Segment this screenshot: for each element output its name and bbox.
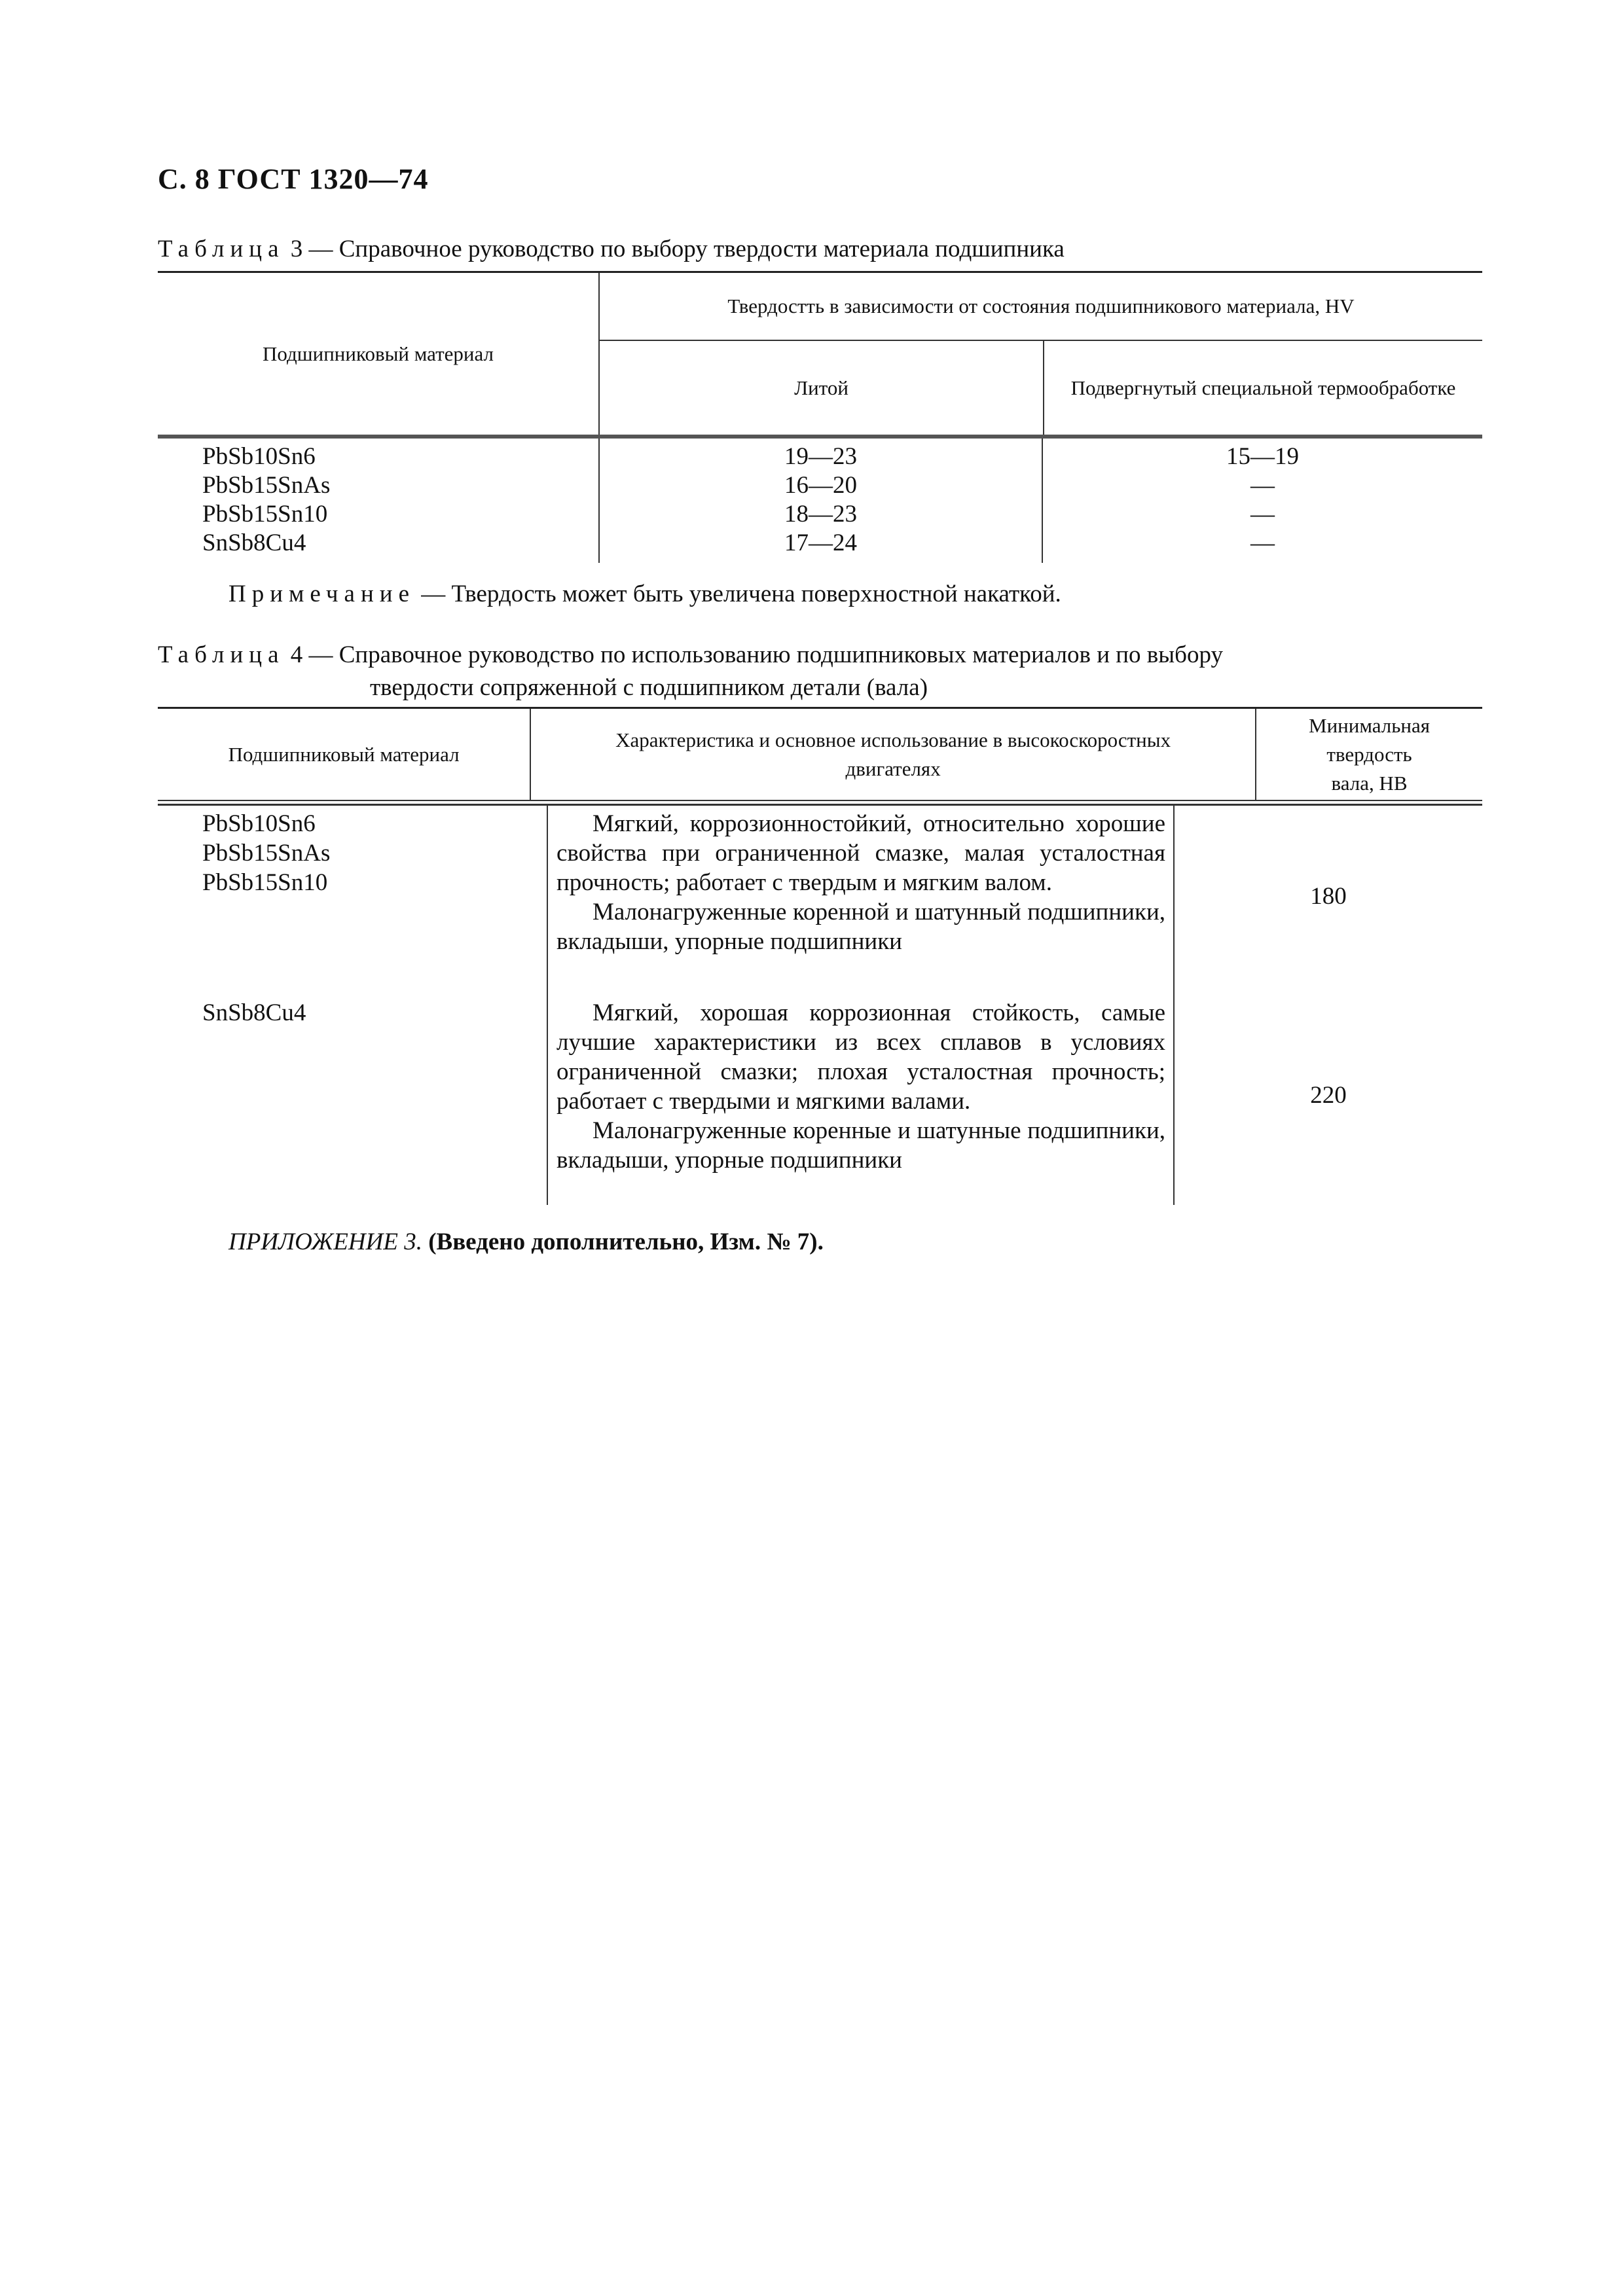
- table3-cast-column: [600, 442, 1042, 558]
- table4-row1-materials: [202, 809, 330, 897]
- table4-caption: [158, 639, 1493, 704]
- table4-cell-material: PbSb15SnAs: [202, 840, 331, 867]
- table3-caption-label: Таблица: [158, 236, 285, 262]
- table3-cell-cast: 17—24: [784, 529, 857, 556]
- table4-row2-desc: [556, 998, 1165, 1175]
- table4-header: [158, 707, 1482, 801]
- table4-row2-min: 220: [1310, 1082, 1347, 1109]
- note-text: — Твердость может быть увеличена поверхностной накаткой.: [421, 581, 1061, 607]
- table3-heat-column: [1043, 442, 1482, 558]
- table4-row2-materials: [202, 998, 306, 1028]
- table4-cell-material: PbSb15Sn10: [202, 869, 328, 896]
- page-header: С. 8 ГОСТ 1320—74: [158, 163, 429, 195]
- table4-caption-line2: твердости сопряженной с подшипником детали (вала): [370, 674, 928, 701]
- table3-cell-cast: 18—23: [784, 501, 857, 528]
- table3-header-heat: Подвергнутый специальной термообработке: [1044, 340, 1482, 436]
- table4-row1-desc: [556, 809, 1165, 956]
- note-label: Примечание: [228, 581, 415, 607]
- table4-header-min: Минимальная твердость вала, HB: [1256, 708, 1482, 801]
- appendix-change: (Введено дополнительно, Изм. № 7).: [428, 1229, 824, 1255]
- table3-cell-heat: —: [1250, 529, 1275, 556]
- table4-body-vline-2: [1173, 806, 1175, 1205]
- table3-caption: [158, 233, 1065, 266]
- table3-cell-material: PbSb15SnAs: [202, 472, 331, 499]
- table4-row2-desc-usage: Малонагруженные коренные и шатунные подшипники, вкладыши, упорные подшипники: [556, 1117, 1165, 1174]
- table3-cell-heat: —: [1250, 501, 1275, 528]
- table4-row2-desc-properties: Мягкий, хорошая коррозионная стойкость, самые лучшие характеристики из всех сплавов в условиях ограниченной смазки; плохая усталостная прочность; работает с твердыми и мягкими валами.: [556, 999, 1165, 1115]
- table3-cell-heat: 15—19: [1226, 443, 1299, 470]
- table4-header-divider-1: [158, 800, 1482, 801]
- table3-cell-cast: 19—23: [784, 443, 857, 470]
- table4-cell-material: SnSb8Cu4: [202, 999, 306, 1026]
- appendix-label: ПРИЛОЖЕНИЕ 3.: [228, 1229, 422, 1255]
- table3-note: [228, 580, 1061, 608]
- table4-header-material: Подшипниковый материал: [158, 708, 530, 801]
- table3-header-cast: Литой: [599, 340, 1044, 436]
- table3-header-divider: [158, 435, 1482, 439]
- table4-cell-material: PbSb10Sn6: [202, 810, 316, 837]
- table3-header-material: Подшипниковый материал: [158, 272, 599, 436]
- table4-caption-line1: 4 — Справочное руководство по использованию подшипниковых материалов и по выбору: [290, 641, 1223, 668]
- table4-row1-desc-usage: Малонагруженные коренной и шатунный подшипники, вкладыши, упорные подшипники: [556, 899, 1165, 955]
- table4-row1-desc-properties: Мягкий, коррозионностойкий, относительно хорошие свойства при ограниченной смазке, малая усталостная прочность; работает с твердым и мягким валом.: [556, 810, 1165, 896]
- table4-row1-min: 180: [1310, 883, 1347, 910]
- table4-caption-label: Таблица: [158, 641, 285, 668]
- table3-cell-cast: 16—20: [784, 472, 857, 499]
- table3: [158, 271, 1482, 436]
- table4-body-vline-1: [547, 806, 548, 1205]
- appendix-note: [228, 1228, 824, 1256]
- table4-header-desc: Характеристика и основное использование в высокоскоростных двигателях: [530, 708, 1256, 801]
- table3-header-hardness: Твердостть в зависимости от состояния подшипникового материала, HV: [599, 272, 1482, 340]
- table4-header-divider-2: [158, 804, 1482, 806]
- table3-caption-text: 3 — Справочное руководство по выбору твердости материала подшипника: [290, 236, 1065, 262]
- table3-cell-material: SnSb8Cu4: [202, 529, 306, 556]
- table3-cell-material: PbSb10Sn6: [202, 443, 316, 470]
- table3-material-column: [202, 442, 330, 558]
- table3-cell-material: PbSb15Sn10: [202, 501, 328, 528]
- table3-cell-heat: —: [1250, 472, 1275, 499]
